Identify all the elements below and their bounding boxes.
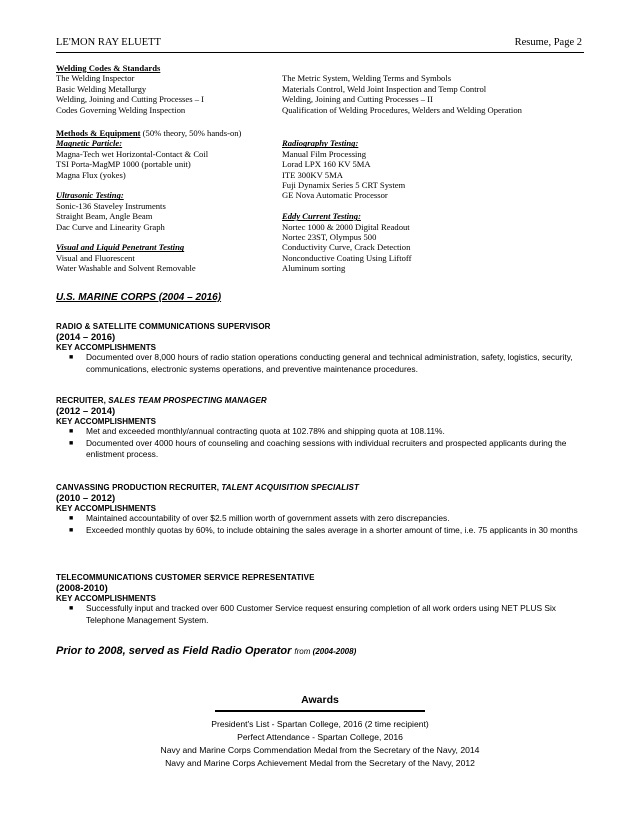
job-years: (2008-2010)	[56, 583, 108, 594]
prior-service-years: (2004-2008)	[312, 647, 357, 656]
method-item: Sonic-136 Staveley Instruments	[56, 200, 166, 211]
job-years: (2012 – 2014)	[56, 406, 116, 417]
methods-section	[56, 128, 586, 278]
list-item-text: Documented over 8,000 hours of radio station operations conducting general and technical administration, safety, logistics, security, communications, electronic systems operations, and preventive maintenance procedures.	[86, 352, 573, 374]
job-title	[56, 483, 584, 492]
job-title: TELECOMMUNICATIONS CUSTOMER SERVICE REPRESENTATIVE	[56, 573, 315, 582]
list-item-text: Maintained accountability of over $2.5 million worth of government assets with zero discrepancies.	[86, 513, 450, 523]
method-item: Manual Film Processing	[282, 148, 367, 159]
list-item	[56, 438, 584, 461]
radiography-title: Radiography Testing:	[282, 138, 359, 149]
methods-heading	[56, 128, 586, 138]
awards-title: Awards	[301, 694, 339, 706]
job-title-main: RECRUITER,	[56, 396, 109, 405]
method-item: Visual and Fluorescent	[56, 252, 135, 263]
accomplishment-list	[56, 352, 584, 375]
method-item: Nortec 1000 & 2000 Digital Readout	[282, 221, 410, 232]
job-title-sub: TALENT ACQUISITION SPECIALIST	[221, 483, 359, 492]
welding-codes-left	[56, 73, 282, 115]
list-item-text: Exceeded monthly quotas by 60%, to include obtaining the sales average in a shorter amount of time, i.e. 75 applicants in 30 months	[86, 524, 578, 535]
welding-code-item: The Welding Inspector	[56, 73, 135, 84]
header-name: LE'MON RAY ELUETT	[56, 37, 161, 48]
bullet-icon: ■	[69, 605, 74, 612]
awards-section	[56, 694, 584, 770]
prior-service-from: from	[294, 647, 313, 656]
methods-left	[56, 138, 282, 273]
key-accomplishments-label: KEY ACCOMPLISHMENTS	[56, 417, 157, 426]
method-item: Fuji Dynamix Series 5 CRT System	[282, 180, 406, 191]
method-item: TSI Porta-MagMP 1000 (portable unit)	[56, 159, 191, 170]
welding-codes-title: Welding Codes & Standards	[56, 63, 161, 73]
prior-service-main: Prior to 2008, served as Field Radio Operator	[56, 645, 295, 657]
key-accomplishments-label: KEY ACCOMPLISHMENTS	[56, 504, 157, 513]
list-item	[56, 426, 584, 438]
bullet-icon: ■	[69, 428, 74, 435]
awards-divider	[215, 710, 425, 712]
methods-title: Methods & Equipment	[56, 128, 141, 138]
welding-codes-section	[56, 63, 586, 117]
welding-code-item: Welding, Joining and Cutting Processes – I	[56, 94, 205, 105]
job-title: RADIO & SATELLITE COMMUNICATIONS SUPERVISOR	[56, 322, 271, 331]
bullet-icon: ■	[69, 515, 74, 522]
accomplishment-list	[56, 426, 584, 461]
accomplishment-list	[56, 603, 584, 626]
job-entry	[56, 483, 584, 536]
welding-code-item: Codes Governing Welding Inspection	[56, 104, 186, 115]
key-accomplishments-label: KEY ACCOMPLISHMENTS	[56, 343, 157, 352]
list-item	[56, 603, 584, 626]
visual-title: Visual and Liquid Penetrant Testing	[56, 242, 185, 253]
list-item	[56, 352, 584, 375]
page-header	[56, 37, 582, 48]
welding-code-item: Basic Welding Metallurgy	[56, 83, 147, 94]
method-item: GE Nova Automatic Processor	[282, 190, 388, 201]
welding-code-item: Qualification of Welding Procedures, Welders and Welding Operation	[282, 104, 522, 115]
job-entry	[56, 396, 584, 461]
header-page-label: Resume, Page 2	[514, 37, 582, 48]
job-years: (2010 – 2012)	[56, 493, 116, 504]
method-item: Lorad LPX 160 KV 5MA	[282, 159, 371, 170]
welding-code-item: Welding, Joining and Cutting Processes – II	[282, 94, 433, 105]
welding-code-item: The Metric System, Welding Terms and Symbols	[282, 73, 452, 84]
welding-code-item: Materials Control, Weld Joint Inspection and Temp Control	[282, 83, 487, 94]
methods-note: (50% theory, 50% hands-on)	[142, 128, 242, 138]
list-item	[56, 525, 584, 537]
job-title-main: CANVASSING PRODUCTION RECRUITER,	[56, 483, 222, 492]
method-item: Dac Curve and Linearity Graph	[56, 221, 165, 232]
header-divider	[56, 52, 584, 53]
job-entry	[56, 322, 584, 375]
welding-codes-right	[282, 73, 592, 115]
method-item: ITE 300KV 5MA	[282, 169, 343, 180]
list-item	[56, 513, 584, 525]
method-item: Magna-Tech wet Horizontal-Contact & Coil	[56, 148, 209, 159]
method-item: Conductivity Curve, Crack Detection	[282, 242, 411, 253]
award-item: Navy and Marine Corps Commendation Medal from the Secretary of the Navy, 2014	[160, 745, 480, 755]
job-title-sub: SALES TEAM PROSPECTING MANAGER	[108, 396, 267, 405]
method-item: Magna Flux (yokes)	[56, 169, 126, 180]
ultrasonic-title: Ultrasonic Testing:	[56, 190, 124, 201]
marine-corps-title: U.S. MARINE CORPS (2004 – 2016)	[56, 292, 222, 303]
bullet-icon: ■	[69, 439, 74, 447]
job-title	[56, 396, 584, 405]
method-item: Nonconductive Coating Using Liftoff	[282, 252, 412, 263]
bullet-icon: ■	[69, 526, 74, 534]
eddy-title: Eddy Current Testing:	[282, 211, 361, 222]
list-item-text: Documented over 4000 hours of counseling and coaching sessions with individual recruiters and prospected applicants during the enlistment process.	[86, 437, 567, 460]
method-item: Aluminum sorting	[282, 263, 346, 274]
job-entry	[56, 573, 584, 626]
prior-service-line	[56, 645, 356, 657]
job-years: (2014 – 2016)	[56, 332, 116, 343]
methods-right	[282, 138, 592, 273]
method-item: Straight Beam, Angle Beam	[56, 211, 153, 222]
award-item: President's List - Spartan College, 2016 (2 time recipient)	[211, 719, 429, 729]
award-item: Navy and Marine Corps Achievement Medal from the Secretary of the Navy, 2012	[165, 758, 475, 768]
accomplishment-list	[56, 513, 584, 536]
method-item: Nortec 23ST, Olympus 500	[282, 232, 377, 243]
magnetic-title: Magnetic Particle:	[56, 138, 123, 149]
bullet-icon: ■	[69, 354, 74, 361]
method-item: Water Washable and Solvent Removable	[56, 263, 196, 274]
award-item: Perfect Attendance - Spartan College, 2016	[237, 732, 403, 742]
list-item-text: Met and exceeded monthly/annual contracting quota at 102.78% and shipping quota at 108.11%.	[86, 426, 445, 436]
list-item-text: Successfully input and tracked over 600 Customer Service request ensuring completion of all work orders using NET PLUS Six Telephone Management System.	[86, 603, 556, 625]
key-accomplishments-label: KEY ACCOMPLISHMENTS	[56, 594, 157, 603]
